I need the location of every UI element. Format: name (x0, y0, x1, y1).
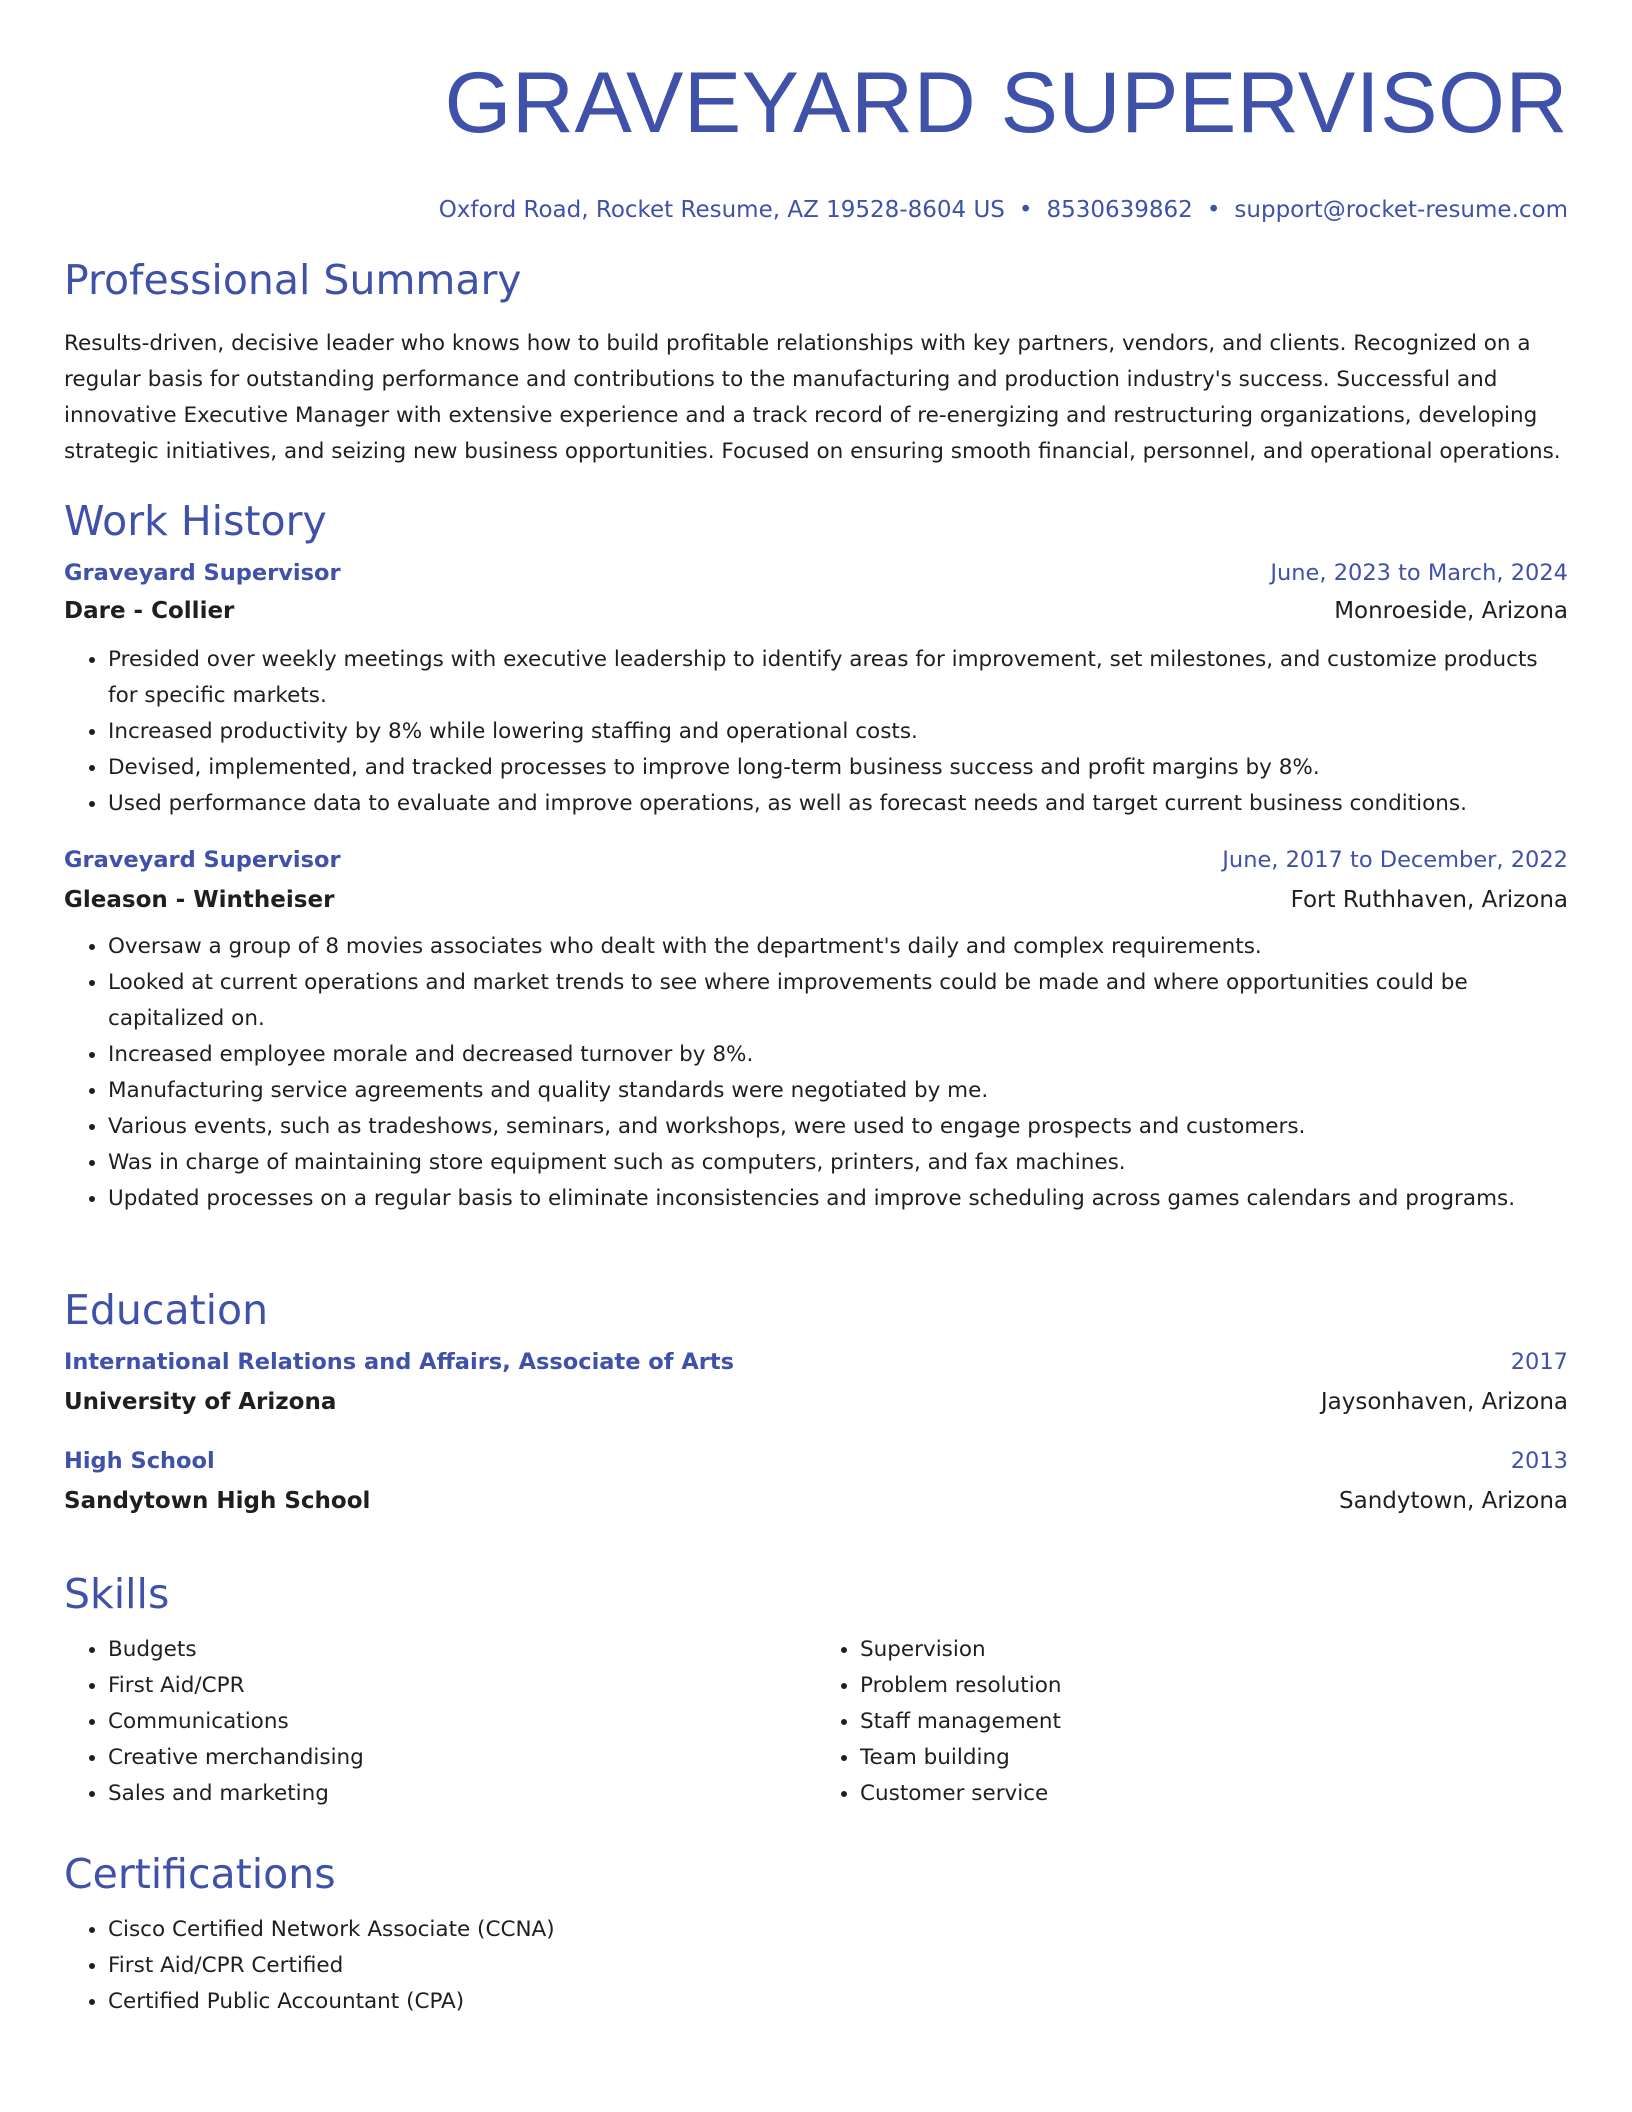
summary-section (64, 256, 1568, 470)
list-item: • Certified Public Accountant (CPA) (108, 1984, 1568, 2020)
list-item: • Oversaw a group of 8 movies associates who dealt with the department's daily and complex requirements. (108, 929, 1568, 965)
school-location: Sandytown, Arizona (1339, 1488, 1568, 1514)
certifications-list (64, 1912, 1568, 2020)
list-item: • Cisco Certified Network Associate (CCNA) (108, 1912, 1568, 1948)
education-entry (64, 1348, 1568, 1417)
list-item: • Increased productivity by 8% while lowering staffing and operational costs. (108, 714, 1568, 750)
graduation-year: 2013 (1510, 1448, 1568, 1474)
skills-list-right (816, 1632, 1568, 1812)
list-item: • Supervision (860, 1632, 1568, 1668)
list-item: • Used performance data to evaluate and improve operations, as well as forecast needs and target current business conditions. (108, 786, 1568, 822)
list-item: • Team building (860, 1740, 1568, 1776)
resume-page (64, 0, 1568, 2112)
job-bullets (64, 642, 1568, 822)
list-item: • Customer service (860, 1776, 1568, 1812)
list-item: • Creative merchandising (108, 1740, 816, 1776)
resume-header (64, 55, 1568, 224)
job-dates: June, 2017 to December, 2022 (1222, 847, 1568, 873)
separator: • (1206, 197, 1221, 223)
list-item: • Increased employee morale and decreased turnover by 8%. (108, 1037, 1568, 1073)
separator: • (1018, 197, 1033, 223)
school-name: Sandytown High School (64, 1488, 371, 1514)
address: Oxford Road, Rocket Resume, AZ 19528-8604 US (438, 197, 1005, 223)
job-bullets (64, 929, 1568, 1217)
skills-list-left (64, 1632, 816, 1812)
contact-line (64, 196, 1568, 224)
section-heading-education: Education (64, 1286, 269, 1334)
job-location: Monroeside, Arizona (1334, 598, 1568, 624)
list-item: • First Aid/CPR Certified (108, 1948, 1568, 1984)
email-link[interactable]: support@rocket-resume.com (1234, 197, 1568, 223)
list-item: • Was in charge of maintaining store equipment such as computers, printers, and fax machines. (108, 1145, 1568, 1181)
degree: International Relations and Affairs, Associate of Arts (64, 1349, 735, 1375)
job-location: Fort Ruthhaven, Arizona (1290, 887, 1568, 913)
list-item: • Sales and marketing (108, 1776, 816, 1812)
list-item: • Various events, such as tradeshows, seminars, and workshops, were used to engage prospects and customers. (108, 1109, 1568, 1145)
skills-section (64, 1570, 1568, 1812)
education-entry (64, 1447, 1568, 1516)
job-title: Graveyard Supervisor (64, 847, 341, 873)
school-location: Jaysonhaven, Arizona (1320, 1389, 1568, 1415)
work-history-section (64, 497, 1568, 1217)
education-section (64, 1286, 1568, 1516)
section-heading-skills: Skills (64, 1570, 170, 1618)
list-item: • Budgets (108, 1632, 816, 1668)
degree: High School (64, 1448, 215, 1474)
section-heading-summary: Professional Summary (64, 256, 522, 304)
job-title: Graveyard Supervisor (64, 560, 341, 586)
list-item: • Devised, implemented, and tracked processes to improve long-term business success and profit margins by 8%. (108, 750, 1568, 786)
certifications-section (64, 1850, 1568, 2020)
list-item: • Manufacturing service agreements and quality standards were negotiated by me. (108, 1073, 1568, 1109)
graduation-year: 2017 (1510, 1349, 1568, 1375)
section-heading-work: Work History (64, 497, 327, 545)
job-entry (64, 559, 1568, 822)
list-item: • First Aid/CPR (108, 1668, 816, 1704)
list-item: • Looked at current operations and market trends to see where improvements could be made and where opportunities could be capitalized on. (108, 965, 1568, 1037)
school-name: University of Arizona (64, 1389, 337, 1415)
summary-text: Results-driven, decisive leader who knows how to build profitable relationships with key partners, vendors, and clients. Recognized on a regular basis for outstanding performance and contributions to the manufacturing and production industry's success. Successful and innovative Executive Manager with extensive experience and a track record of re-energizing and restructuring organizations, developing strategic initiatives, and seizing new business opportunities. Focused on ensuring smooth financial, personnel, and operational operations. (64, 331, 1561, 464)
phone[interactable]: 8530639862 (1046, 197, 1193, 223)
skills-columns (64, 1632, 1568, 1812)
list-item: • Staff management (860, 1704, 1568, 1740)
company-name: Gleason - Wintheiser (64, 887, 335, 913)
section-heading-certifications: Certifications (64, 1850, 336, 1898)
list-item: • Communications (108, 1704, 816, 1740)
list-item: • Presided over weekly meetings with executive leadership to identify areas for improvement, set milestones, and customize products for specific markets. (108, 642, 1568, 714)
job-dates: June, 2023 to March, 2024 (1270, 560, 1568, 586)
list-item: • Updated processes on a regular basis to eliminate inconsistencies and improve scheduling across games calendars and programs. (108, 1181, 1568, 1217)
job-entry (64, 846, 1568, 1217)
list-item: • Problem resolution (860, 1668, 1568, 1704)
company-name: Dare - Collier (64, 598, 235, 624)
candidate-name: GRAVEYARD SUPERVISOR (444, 55, 1568, 151)
